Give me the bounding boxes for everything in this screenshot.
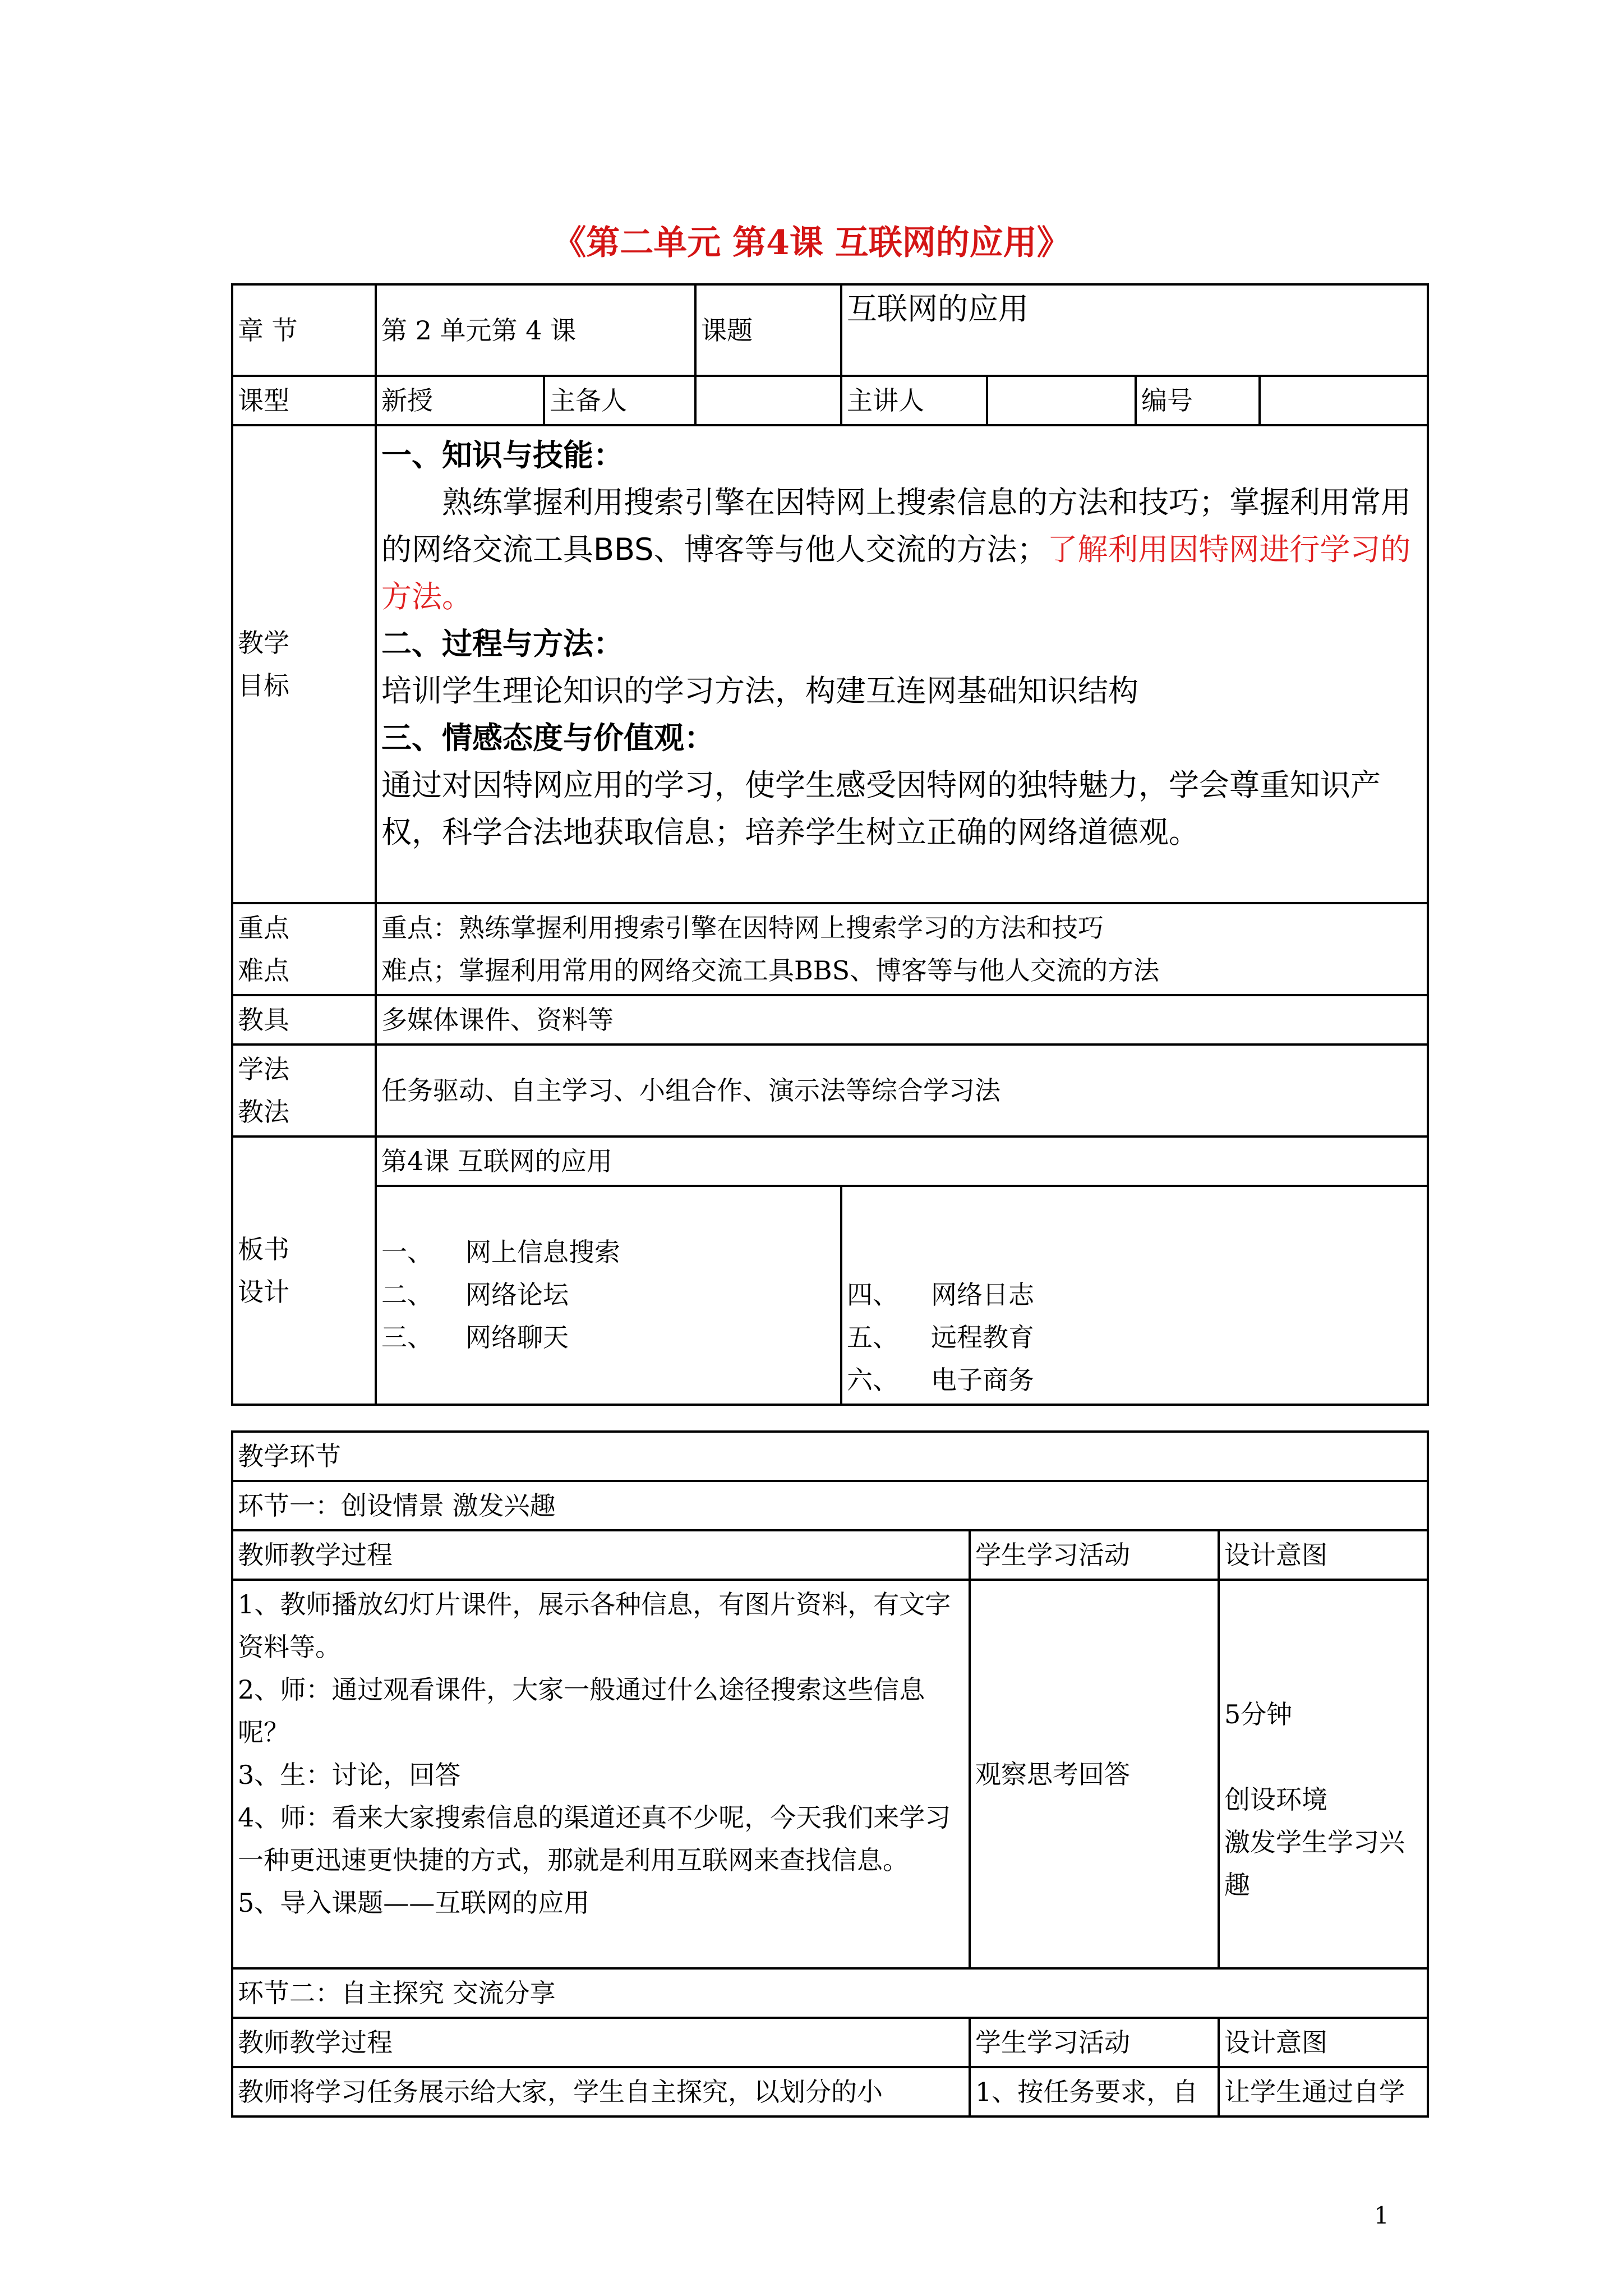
type-value: 新授 — [376, 376, 544, 425]
objectives-content — [376, 425, 1428, 903]
keypoints-label: 重点 难点 — [232, 903, 376, 995]
chapter-value: 第 2 单元第 4 课 — [376, 284, 695, 376]
stage2-intent: 让学生通过自学 — [1219, 2067, 1428, 2116]
col-intent: 设计意图 — [1219, 1530, 1428, 1580]
stage1-title: 环节一：创设情景 激发兴趣 — [232, 1481, 1428, 1530]
page-number: 1 — [1374, 2202, 1389, 2229]
difficult-point: 难点；掌握利用常用的网络交流工具BBS、博客等与他人交流的方法 — [381, 955, 1160, 986]
stage2-teacher: 教师将学习任务展示给大家，学生自主探究，以划分的小 — [232, 2067, 970, 2116]
board-heading: 第4课 互联网的应用 — [376, 1137, 1428, 1186]
lesson-plan-table — [231, 283, 1429, 1406]
list-item: 4、师：看来大家搜索信息的渠道还真不少呢，今天我们来学习一种更迅速更快捷的方式，那就是利用互联网来查找信息。 — [238, 1802, 951, 1875]
board-left — [376, 1186, 841, 1405]
stage1-student-activity: 观察思考回答 — [970, 1580, 1219, 1968]
col-teacher: 教师教学过程 — [232, 2018, 970, 2067]
lecturer-value — [987, 376, 1136, 425]
teaching-process-table — [231, 1430, 1429, 2118]
tools-label: 教具 — [232, 995, 376, 1045]
objective-process-title: 二、过程与方法： — [381, 626, 624, 661]
number-label: 编号 — [1136, 376, 1260, 425]
list-item: 1、教师播放幻灯片课件，展示各种信息，有图片资料，有文字资料等。 — [238, 1589, 951, 1662]
objective-knowledge-text: 熟练掌握利用搜索引擎在因特网上搜索信息的方法和技巧；掌握利用常用的网络交流工具BBS、博客等与他人交流的方法；了解利用因特网进行学习的方法。 — [381, 485, 1411, 614]
board-item: 一、 网上信息搜索 — [381, 1237, 620, 1267]
list-item: 3、生：讨论，回答 — [238, 1760, 461, 1790]
col-teacher: 教师教学过程 — [232, 1530, 970, 1580]
col-student: 学生学习活动 — [970, 2018, 1219, 2067]
tools-value: 多媒体课件、资料等 — [376, 995, 1428, 1045]
keypoints-content — [376, 903, 1428, 995]
board-item: 六、 电子商务 — [847, 1365, 1034, 1395]
chapter-label: 章 节 — [232, 284, 376, 376]
board-item: 五、 远程教育 — [847, 1322, 1034, 1352]
objective-knowledge-title: 一、知识与技能： — [381, 438, 624, 473]
objective-attitude-text: 通过对因特网应用的学习，使学生感受因特网的独特魅力，学会尊重知识产权，科学合法地获取信息；培养学生树立正确的网络道德观。 — [381, 767, 1381, 850]
objectives-label: 教学 目标 — [232, 425, 376, 903]
stage2-title: 环节二：自主探究 交流分享 — [232, 1968, 1428, 2018]
topic-label: 课题 — [695, 284, 841, 376]
stage1-intent: 5分钟 创设环境 激发学生学习兴趣 — [1219, 1580, 1428, 1968]
preparer-value — [695, 376, 841, 425]
methods-value: 任务驱动、自主学习、小组合作、演示法等综合学习法 — [376, 1045, 1428, 1137]
lecturer-label: 主讲人 — [841, 376, 987, 425]
board-right — [841, 1186, 1428, 1405]
board-item: 四、 网络日志 — [847, 1280, 1034, 1310]
objective-knowledge-highlight: 了解利用因特网进行学习的方法。 — [381, 532, 1411, 614]
topic-value: 互联网的应用 — [841, 284, 1428, 376]
objective-attitude-title: 三、情感态度与价值观： — [381, 720, 714, 756]
methods-label: 学法 教法 — [232, 1045, 376, 1137]
objective-process-text: 培训学生理论知识的学习方法，构建互连网基础知识结构 — [381, 673, 1138, 708]
board-item: 三、 网络聊天 — [381, 1322, 569, 1352]
number-value — [1260, 376, 1428, 425]
stage2-student: 1、按任务要求，自 — [970, 2067, 1219, 2116]
process-heading: 教学环节 — [232, 1432, 1428, 1481]
type-label: 课型 — [232, 376, 376, 425]
list-item: 2、师：通过观看课件，大家一般通过什么途径搜索这些信息呢？ — [238, 1674, 925, 1747]
board-item: 二、 网络论坛 — [381, 1280, 569, 1310]
board-label: 板书 设计 — [232, 1137, 376, 1405]
preparer-label: 主备人 — [544, 376, 695, 425]
col-intent: 设计意图 — [1219, 2018, 1428, 2067]
page-title: 《第二单元 第4课 互联网的应用》 — [552, 223, 1071, 263]
key-point: 重点：熟练掌握利用搜索引擎在因特网上搜索学习的方法和技巧 — [381, 913, 1104, 943]
list-item: 5、导入课题——互联网的应用 — [238, 1888, 590, 1918]
col-student: 学生学习活动 — [970, 1530, 1219, 1580]
stage1-intent-time: 5分钟 — [1224, 1699, 1293, 1729]
stage1-teacher-steps — [232, 1580, 970, 1968]
